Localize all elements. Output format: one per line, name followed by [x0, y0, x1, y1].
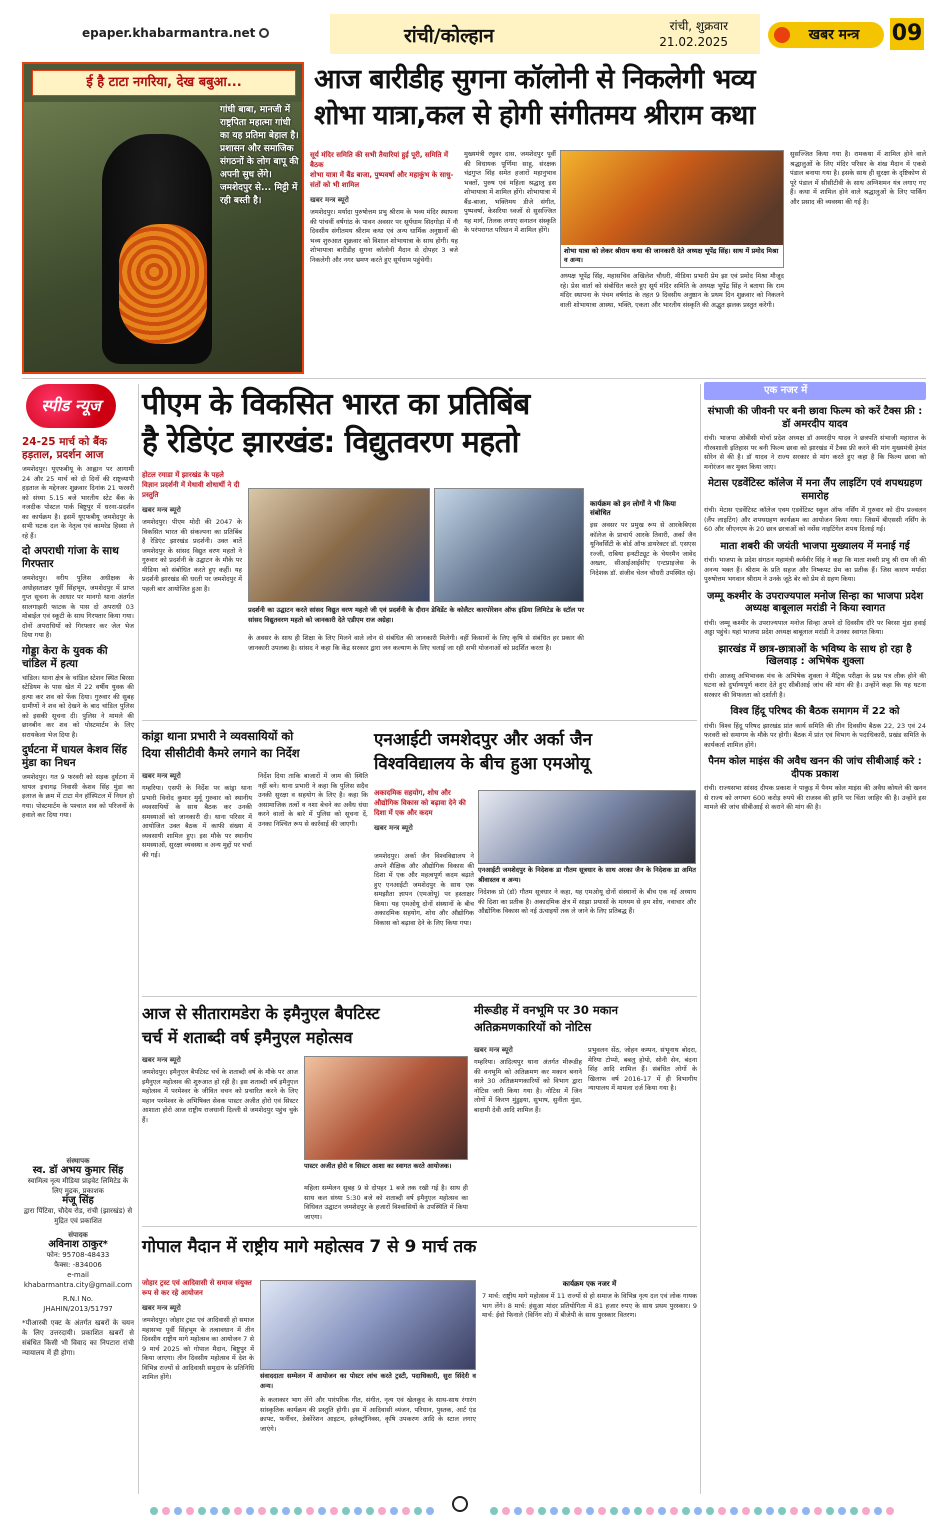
imprint-box: संस्थापक स्व. डॉ अभय कुमार सिंह स्वामित्व नृत्य मीडिया प्राइवेट लिमिटेड के लिए मुद्रक, प्रकाशक मंजू सिंह द्वारा पिंटिवा, चौदेय रोड, रांची (झारखंड) से मुद्रित एवं प्रकाशित संपादक अविनाश ठाकुर* फोन: 95708-48433 फैक्स: -834006 e-mail khabarmantra.city@gmail.com R.N.I No. JHAHIN/2013/51797 *पीआरबी एक्ट के अंतर्गत खबरों के चयन के लिए उत्तरदायी। प्रकाशित खबरों से संबंधित किसी भी विवाद का निपटारा रांची न्यायालय में ही होगा। [22, 1157, 134, 1357]
divider-mid-3 [142, 1226, 697, 1227]
church-body-2: महिला सम्मेलन सुबह 9 से दोपहर 1 बजे तक रखी गई है। साथ ही साथ कल संध्या 5:30 बजे को शताब्दी वर्ष इमैनुएल महोत्सव का विधिवत उद्घाटन जमशेदपुर के हजारों विश्वासियों के उपस्थिति में किया जाएगा। [304, 1184, 468, 1221]
dateline: रांची, शुक्रवार 21.02.2025 [659, 19, 728, 49]
lead-photo-caption: शोभा यात्रा को लेकर श्रीराम कथा की जानकारी देते अध्यक्ष भूपेंद्र सिंह। साथ में प्रमोद मिश्रा व अन्य। [561, 245, 783, 267]
cursor-icon [259, 28, 269, 38]
church-photo-caption: पास्टर अजीत होरो व सिस्टर आशा का स्वागत करते आयोजक। [304, 1162, 452, 1170]
lead-headline[interactable]: आज बारीडीह सुगना कॉलोनी से निकलेगी भव्य शोभा यात्रा,कल से होगी संगीतमय श्रीराम कथा [314, 64, 756, 131]
pm-photo-1-image [249, 489, 429, 601]
divider-mid-1 [142, 720, 697, 721]
speed-news-item[interactable]: 24-25 मार्च को बैंक हड़ताल, प्रदर्शन आज जमशेदपुर। यूएफबीयू के आह्वान पर आगामी 24 और 25 मार्च को दो दिनों की राष्ट्रव्यापी हड़ताल के मद्देनजर शुक्रवार दिनांक 21 फरवरी को संध्या 5.15 बजे भारतीय स्टेट बैंक के नजदीक पोस्टल पार्क बिष्टुपुर में धरना-प्रदर्शन का कार्यक्रम है। इसमें यूएफबीयू जमशेदपुर के सभी घटक दल के नेतृत्व एवं कामरेड हिस्सा ले रहे हैं। [22, 436, 134, 540]
pm-col-2: के अवसर के साथ ही शिक्षा के लिए मिलने वाले लोन से संबंधित की जानकारी मिलेगी। वहीं किसानों के लिए कृषि से संबंधित हर प्रकार की जानकारी उपलब्ध है। सांसद ने कहा कि केंद्र सरकार द्वारा जन कल्याण के लिए चलाई जा रही सभी योजनाओं को प्रदर्शित करता है। [248, 634, 584, 652]
pm-photo-1 [248, 488, 430, 602]
mirudih-col-1: खबर मन्त्र ब्यूरो गम्हरिया। आदित्यपुर थाना अंतर्गत मीरूडीह की वनभूमि को अतिक्रमण कर मकान बनाने वाले 30 अतिक्रमणकारियों को विभाग द्वारा नोटिस जारी किया गया है। नोटिस में जिन लोगों में किरण मुंडुइया, सुभाष, सुनीता मुंडा, बादामी देवी आदि शामिल हैं। [474, 1046, 582, 1114]
nit-headline[interactable]: एनआईटी जमशेदपुर और अर्का जैन विश्वविद्यालय के बीच हुआ एमओयू [374, 730, 593, 774]
nit-body-2: निदेशक प्रो (डॉ) गौतम सूत्रधार ने कहा, यह एमओयू दोनों संस्थानों के बीच एक नई अध्याय की दिशा का प्रतीक है। अकादमिक क्षेत्र में साझा प्रयासों के माध्यम से हम शोध, नवाचार और औद्योगिक विकास को नई ऊंचाइयों तक ले जाने के लिए प्रतिबद्ध हैं। [478, 888, 696, 915]
speed-news-column [22, 432, 134, 821]
footer-dots-left [150, 1500, 438, 1510]
speed-news-item[interactable]: दो अपराधी गांजा के साथ गिरफ्तार जमशेदपुर। वरीय पुलिस अधीक्षक के अधोहस्ताक्षर पूर्वी सिंहभूम, जमशेदपुर में प्राप्त गुप्त सूचना के आधार पर मानगो थाना अंतर्गत सालगाझरी फाटक के पास दो अपराधी 03 मोबाईल एवं स्कूटी के साथ गिरफ्तार किया गया। दोनों अपराधियों को गिरफ्तार कर जेल भेज दिया गया है। [22, 545, 134, 639]
kandra-headline[interactable]: कांड्रा थाना प्रभारी ने व्यवसायियों को दिया सीसीटीवी कैमरे लगाने का निर्देश [142, 729, 300, 760]
church-col-1: खबर मन्त्र ब्यूरो जमशेदपुर। इमैनुएल बैपटिस्ट चर्च के शताब्दी वर्ष के मौके पर आज इमैनुएल महोत्सव की शुरुआत हो रही है। इस शताब्दी वर्ष इमैनुएल महोत्सव में परमेश्वर के जीवित वचन को प्रचारित करने के लिए महान परमेश्वर के अभिषिक्त सेवक पास्टर अजीत होरो एवं सिस्टर आशाता होरो आज राष्ट्रीय राजधानी दिल्ली से जमशेदपुर पहुंच चुके हैं। [142, 1056, 298, 1124]
church-headline[interactable]: आज से सीतारामडेरा के इमैनुएल बैपटिस्ट चर्च में शताब्दी वर्ष इमैनुएल महोत्सव [142, 1004, 380, 1047]
mirudih-headline[interactable]: मीरूडीह में वनभूमि पर 30 मकान अतिक्रमणकारियों को नोटिस [474, 1003, 618, 1034]
photo-feature-caption: गांधी बाबा, मानजी में राष्ट्रपिता महात्मा गांधी का यह प्रतिमा बेहाल है। प्रशासन और समाजिक संगठनों के लोग बापू की अपनी सुध लेंगे। जमशेदपुर से... मिट्टी में रही बस्ती है। [220, 105, 299, 206]
gopal-photo-caption: संवाददाता सम्मेलन में आयोजन का पोस्टर लांच करते ट्रस्टी, पदाधिकारी, सुरा सिंदेरी व अन्य। [260, 1372, 476, 1390]
speed-news-item[interactable]: दुर्घटना में घायल केशव सिंह मुंडा का निधन जमशेदपुर। गत 9 फरवरी को सड़क दुर्घटना में घायल इचागढ़ निवासी केशव सिंह मुंडा का इलाज के क्रम में टाटा मेन हॉस्पिटल में निधन हो गया। पोस्टमार्टम के पश्चात शव को परिजनों के हवाले कर दिया गया। [22, 744, 134, 819]
pm-photo-caption: प्रदर्शनी का उद्घाटन करते सांसद विद्युत वरण महतो जी एवं प्रदर्शनी के दौरान डेविडेंट के कोलैटर कारपोरेशन ऑफ इंडिया लिमिटेड के स्टॉल पर सांसद विद्युतवरण महतो को जानकारी देते एडीएम राज अग्रेहा। [248, 606, 584, 624]
ek-nazar-column [704, 382, 926, 813]
registration-mark-icon [452, 1496, 468, 1512]
mirudih-col-2: प्रभुवलन सेंठ, जोहन कम्पन, संभूनाथ बोदरा, मेरिया टोप्पो, बबलु होयो, सोनी सेन, बंदना सिंह आदि शामिल हैं। संबंधित लोगों के खिलाफ वर्ष 2016-17 में ही विभागीय न्यायालय में मामला दर्ज किया गया है। [588, 1046, 697, 1092]
ek-nazar-tag: एक नजर में [704, 382, 926, 400]
lead-col-4: सुसज्जित किया गया है। रामकथा में शामिल होने वाले श्रद्धालुओं के लिए मंदिर परिसर के शंख मैदान में एकसे पंडाल बनाया गया है। इसके साथ ही सुरक्षा के दृष्टिकोण से पूरे पंडाल में सीसीटीवी के साथ अग्निशमन यंत्र लगाए गए हैं। कथा में शामिल होने वाले श्रद्धालुओं के लिए पार्किंग और प्रसाद की व्यवस्था की गई है। [790, 150, 926, 206]
pm-headline[interactable]: पीएम के विकसित भारत का प्रतिबिंब है रेडिएंट झारखंड: विद्युतवरण महतो [142, 387, 530, 460]
brand-icon [774, 27, 790, 43]
divider-mid-2 [142, 996, 697, 997]
nit-photo-image [479, 791, 695, 863]
photo-feature-title: ई है टाटा नगरिया, देख बबुआ... [32, 70, 296, 96]
site-url[interactable]: epaper.khabarmantra.net [82, 26, 269, 40]
lead-col-3: अध्यक्ष भूपेंद्र सिंह, महासचिव अखिलेश चौधरी, मीडिया प्रभारी प्रेम झा एवं प्रमोद मिश्रा मौजूद रहे। प्रेस वार्ता को संबोधित करते हुए सूर्य मंदिर समिति के अध्यक्ष भूपेंद्र सिंह ने बताया कि राम मंदिर स्थापना के पंचम वर्षगांठ के तहत 9 दिवसीय अनुष्ठान के प्रथम दिन शुक्रवार को निकलने वाली शोभायात्रा आस्था, भक्ति, एकता और भारतीय संस्कृति की अद्भुत झलक प्रस्तुत करेगी। [560, 272, 784, 309]
pm-photo-2 [434, 488, 584, 602]
nazar-item[interactable]: मेटास एडवेंटिस्ट कॉलेज में मना लैंप लाइटिंग एवं शपथग्रहण समारोह रांची। मेटास एडवेंटिस्ट कॉलेज एवम एडवेंटिस्ट स्कूल ऑफ नर्सिंग में गुरुवार को दीप प्रज्वलन (लैंप लाइटिंग) और शपथग्रहण कार्यक्रम का आयोजन किया गया। जिसमें बीएससी नर्सिंग के 60 और जीएनएम के 20 छात्र छात्राओं को नर्सेस नाइटिंगेल शपथ दिलाई गई। [704, 478, 926, 533]
gopal-program: कार्यक्रम एक नजर में 7 मार्च: राष्ट्रीय मागे महोत्सव में 11 राज्यों से हो समाज के विभिन्न नृत्य दल एवं लोक गायक भाग लेंगे। 8 मार्च: हंसुआ मांदर प्रतियोगिता में 81 हजार रुपए के साथ प्रथम पुरस्कार। 9 मार्च: ईवो फिनाले (विनिंग शो) में बीजेपी के साथ पुरस्कार वितरण। [482, 1280, 697, 1319]
divider-left-col [138, 384, 139, 1494]
nazar-item[interactable]: माता शबरी की जयंती भाजपा मुख्यालय में मनाई गई रांची। भाजपा के प्रदेश संगठन महामंत्री कर्मवीर सिंह ने कहा कि माता शबरी प्रभु श्री राम जी की अनन्य भक्त हैं। श्रीराम के प्रति सहज और निष्कपट प्रेम का प्रतीक हैं। जिस कारण मर्यादा पुरुषोत्तम भगवान श्रीराम ने उनके जूठे बेर को प्रेम से ग्रहण किया। [704, 540, 926, 583]
pm-col-1: होटल रमाडा में झारखंड के पहले विज्ञान प्रदर्शनी में मेधावी शोधार्थी ने दी प्रस्तुति खबर मन्त्र ब्यूरो जमशेदपुर। पीएम मोदी की 2047 के विकसित भारत की संकल्पना का प्रतिबिंब है रेडिएंट झारखंड प्रदर्शनी। उक्त बातें जमशेदपुर के सांसद विद्युत वरण महतो ने गुरुवार को प्रदर्शनी के उद्घाटन के मौके पर मीडिया को संबोधित करते हुए कहीं। यह प्रदर्शनी झारखंड की धरती पर जमशेदपुर में पहली बार आयोजित हुआ है। [142, 471, 242, 593]
church-photo-image [305, 1057, 467, 1159]
nit-photo-caption: एनआईटी जमशेदपुर के निदेशक डा गौतम सूत्रधार के साथ अरका जैन के निदेशक डा अमित श्रीवास्तव व अन्य। [478, 866, 696, 884]
garland-image [119, 224, 207, 344]
nazar-item[interactable]: जम्मू कश्मीर के उपराज्यपाल मनोज सिन्हा का भाजपा प्रदेश अध्यक्ष बाबूलाल मरांडी ने किया स्वागत रांची। जम्मू कश्मीर के उपराज्यपाल मनोज सिन्हा अपने दो दिवसीय दौरे पर बिरसा मुंडा हवाई अड्डा पहुंचे। यहां भाजपा प्रदेश अध्यक्ष बाबूलाल मरांडी ने उनका स्वागत किया। [704, 590, 926, 636]
gandhi-photo-feature [22, 62, 304, 374]
speed-news-logo: स्पीड न्यूज [22, 384, 132, 434]
pm-side: कार्यक्रम को इन लोगों ने भी किया संबोधित इस अवसर पर प्रमुख रूप से आरकेबिएस कॉलेज के प्राचार्य आरके तिवारी, अर्का जैन यूनिवर्सिटी के बोर्ड ऑफ डायरेक्टर डॉ. एसएस रज्जी, राबिया इन्स्टीट्यूट के चेयरमैन जावेद अख्तर, सीआईआईसीए एन्टप्राइजेस के निदेशक डॉ. संजीव चेतन चौधरी उपस्थित रहे। [590, 500, 696, 577]
nazar-item[interactable]: संभाजी की जीवनी पर बनी छावा फिल्म को करें टैक्स फ्री : डॉ अमरदीप यादव रांची। भाजपा ओबीसी मोर्चा प्रदेश अध्यक्ष डॉ अमरदीप यादव ने छत्रपति संभाजी महाराज के गौरवशाली इतिहास पर बनी फिल्म छावा को झारखंड में टैक्स फ्री करने की मांग मुख्यमंत्री हेमंत सोरेन से की है। डॉ यादव ने राज्य सरकार से मांग करते हुए कहा है कि फिल्म छावा को मनोरंजन कर मुक्त किया जाए। [704, 406, 926, 471]
speed-news-item[interactable]: गोड्डा केरा के युवक की चांडिल में हत्या चांडिल। थाना क्षेत्र के चांडिल स्टेशन स्थित बिरसा स्टेडियम के पास खेत में 22 वर्षीय युवक की हत्या कर शव को फेंक दिया। गुरुवार की सुबह ग्रामीणों ने शव को देखने के बाद चांडिल पुलिस को इसकी सूचना दी। पुलिस ने मामले की छानबीन कर शव को पोस्टमार्टम के लिए सरायकेला भेज दिया है। [22, 644, 134, 739]
nazar-item[interactable]: पैनम कोल माइंस की अवैध खनन की जांच सीबीआई करे : दीपक प्रकाश रांची। राज्यसभा सांसद दीपक प्रकाश ने पाकुड़ में पैनम कोल माइंस की अवैध कोयले की खनन से राज्य को लगभग 600 करोड़ रुपये की राजस्व की हानि पर चिंता जाहिर की है। उन्होंने इस मामले की जांच सीबीआई से कराने की मांग की है। [704, 756, 926, 811]
gopal-headline[interactable]: गोपाल मैदान में राष्ट्रीय मागे महोत्सव 7 से 9 मार्च तक [142, 1237, 477, 1257]
gopal-col-1: जोहार ट्रस्ट एवं आदिवासी से समाज संयुक्त रूप से कर रहे आयोजन खबर मन्त्र ब्यूरो जमशेदपुर। जोहार ट्रस्ट एवं आदिवासी हो समाज महासभा पूर्वी सिंहभूम के तत्वावधान में तीन दिवसीय राष्ट्रीय मागे महोत्सव का आयोजन 7 से 9 मार्च 2025 को गोपाल मैदान, बिष्टुपुर में किया जाएगा। तीन दिवसीय महोत्सव में देश के विभिन्न राज्यों से आदिवासी समुदाय के प्रतिनिधि शामिल होंगे। [142, 1279, 254, 1381]
nazar-item[interactable]: झारखंड में छात्र-छात्राओं के भविष्य के साथ हो रहा है खिलवाड़ : अभिषेक शुक्ला रांची। आजसू अभिभावक मंच के अभिषेक शुक्ला ने मैट्रिक परीक्षा के प्रश्न पत्र लीक होने की घटना को दुर्भाग्यपूर्ण करार देते हुए सीबीआई जांच की मांग की है। उन्होंने कहा कि यह घटना सरकार की विफलता को दर्शाती है। [704, 643, 926, 699]
pm-photo-2-image [435, 489, 583, 601]
lead-photo [560, 150, 784, 268]
page-number: 09 [890, 18, 924, 50]
church-photo [304, 1056, 468, 1160]
nit-body: जमशेदपुर। अर्का जैन विश्वविद्यालय ने अपने शैक्षिक और औद्योगिक विकास की दिशा में एक और महत्वपूर्ण कदम बढ़ाते हुए एनआईटी जमशेदपुर के साथ एक समझौता ज्ञापन (एमओयू) पर हस्ताक्षर किया। यह एमओयू दोनों संस्थानों के बीच अकादमिक सहयोग, शोध और औद्योगिक विकास को बढ़ावा देने के लिए किया गया। [374, 852, 474, 927]
masthead [0, 0, 945, 56]
gopal-photo [260, 1280, 476, 1370]
nit-col-1: अकादमिक सहयोग, शोध और औद्योगिक विकास को बढ़ावा देने की दिशा में एक और कदम खबर मन्त्र ब्यूरो [374, 789, 466, 832]
kandra-body-2: निर्देश दिया ताकि बाजारों में जाम की स्थिति नहीं बने। थाना प्रभारी ने कहा कि पुलिस सदैव उनकी सुरक्षा व सहयोग के लिए है। कहा कि असामाजिक तत्वों व नशा बेचने का अवैध धंधा करने वालों के बारे में पुलिस को सूचना दें, उनका निश्चित रूप से कार्रवाई की जाएगी। [258, 772, 368, 828]
kandra-body: खबर मन्त्र ब्यूरो गम्हरिया। एसपी के निर्देश पर कांड्रा थाना प्रभारी विनोद कुमार मुर्मू गुरुवार को स्थानीय व्यवसायियों के साथ बैठक कर उनकी समस्याओं को जानकारी दी। थाना परिसर में आयोजित उक्त बैठक में काफी संख्या में व्यवसायी शामिल हुए। इस मौके पर स्थानीय समस्याओं, सुरक्षा व्यवस्था व अन्य मुद्दों पर चर्चा की गई। [142, 772, 252, 859]
edition-city: रांची/कोल्हान [404, 25, 494, 47]
gopal-photo-image [261, 1281, 475, 1369]
footer-dots-right [490, 1500, 898, 1510]
divider-right-col [700, 384, 701, 1494]
nit-photo [478, 790, 696, 864]
brand-logo: खबर मन्त्र [768, 22, 884, 48]
nazar-item[interactable]: विश्व हिंदू परिषद की बैठक समागम में 22 को रांची। विश्व हिंदू परिषद झारखंड प्रांत कार्य समिति की तीन दिवसीय बैठक 22, 23 एवं 24 फरवरी को समागम के मौके पर होगी। बैठक में प्रांत एवं विभाग के पदाधिकारी, प्रखंड समिति के कार्यकर्ता शामिल होंगे। [704, 706, 926, 749]
lead-col-1: सूर्य मंदिर समिति की सभी तैयारियां हुई पूरी, समिति में बैठक शोभा यात्रा में बैंड बाजा, पुष्पवर्षा और महाकुंभ के साधु-संतों को भी शामिल खबर मन्त्र ब्यूरो जमशेदपुर। मर्यादा पुरुषोत्तम प्रभु श्रीराम के भव्य मंदिर स्थापना की पांचवीं वर्षगांठ के पावन अवसर पर सूर्यधाम सिदगोड़ा में नौ दिवसीय संगीतमय श्रीराम कथा एवं अन्य धार्मिक अनुष्ठानों की भव्य शुरुआत शुक्रवार को विशाल शोभायात्रा के साथ होगी। यह शोभायात्रा बारीडीह सुगना कॉलोनी मैदान से दोपहर 3 बजे निकलेगी और नगर भ्रमण करते हुए सूर्यधाम पहुंचेगी। [310, 151, 458, 264]
gopal-body-2: के कलाकार भाग लेंगे और पारंपरिक गीत, संगीत, नृत्य एवं खेलकूद के साथ-साथ रंगारंग सांस्कृतिक कार्यक्रम की प्रस्तुति होगी। इस में आदिवासी व्यंजन, परिधान, पुस्तक, आर्ट एंड क्राफ्ट, फर्नीचर, डेकोरेशन आइटम, इलेक्ट्रॉनिक्स, कृषि उपकरण आदि के स्टाल लगाए जाएंगे। [260, 1396, 476, 1433]
lead-col-2: मुख्यमंत्री रघुवर दास, जमशेदपुर पूर्वी की विधायक पूर्णिमा साहू, संरक्षक चंद्रगुप्त सिंह समेत हजारों महानुभाव भक्तों, पुरुष एवं महिला श्रद्धालु इस शोभायात्रा में शामिल होंगे। शोभायात्रा में बैंड-बाजा, भक्तिमय डीजे संगीत, पुष्पवर्षा, केसरिया ध्वजों से सुसज्जित यह मार्ग, तिलक लगाए सनातन संस्कृति के परंपरागत परिधान में शामिल होंगे। [464, 150, 556, 234]
divider-top [22, 378, 926, 379]
